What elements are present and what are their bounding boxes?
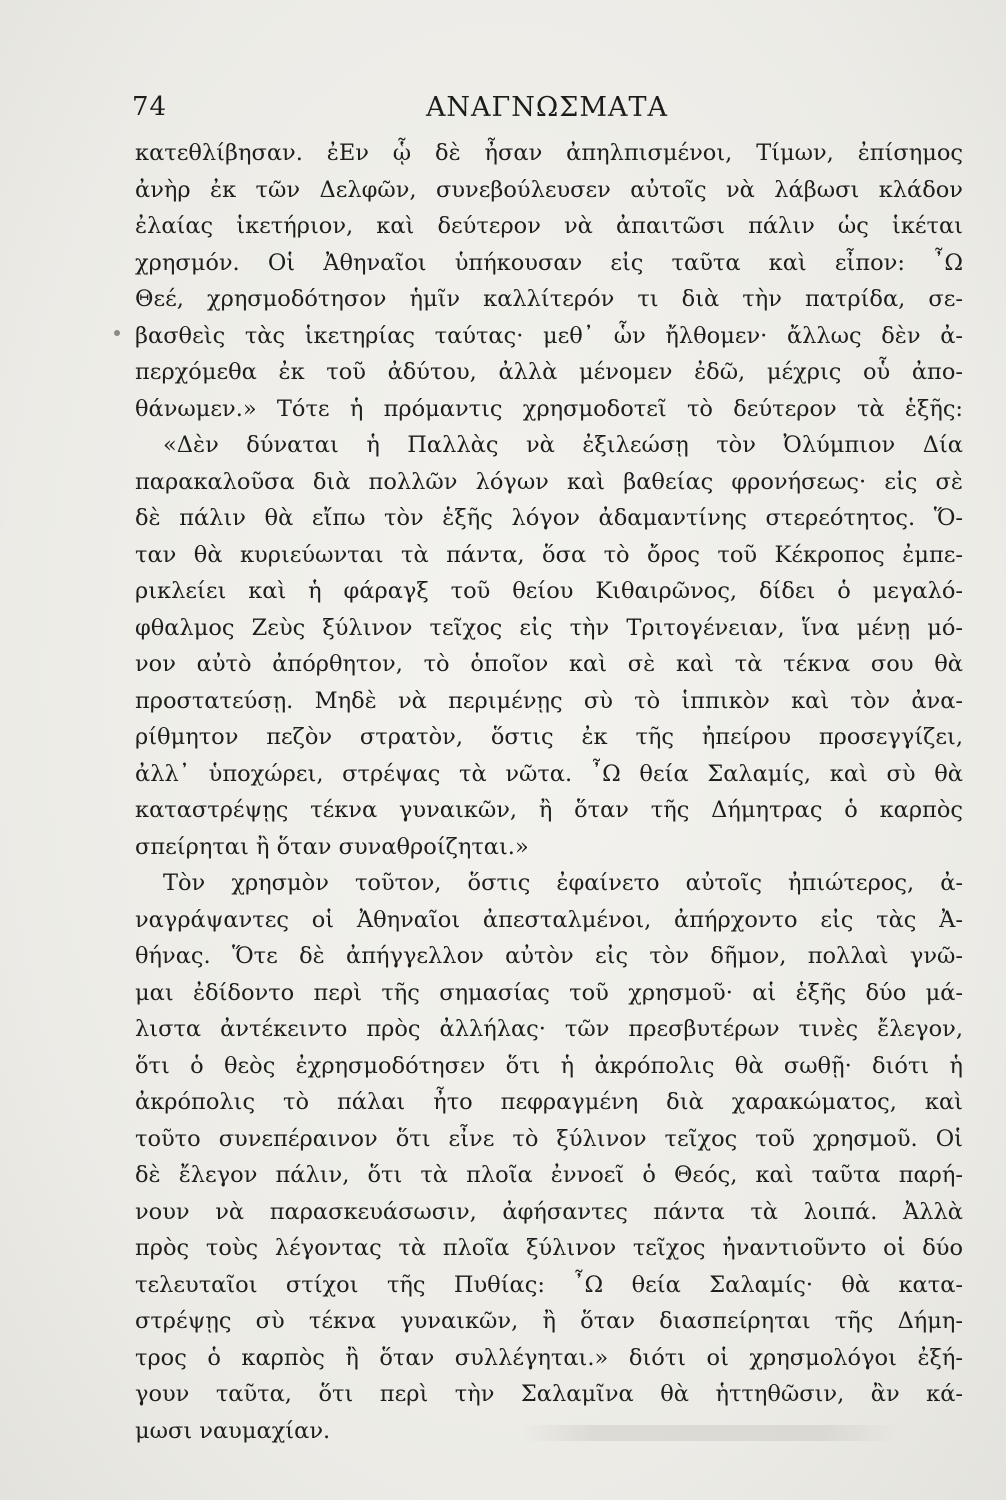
page-header [132,92,962,128]
text-line: ρικλείει καὶ ἡ φάραγξ τοῦ θείου Κιθαιρῶνος, δίδει ὁ μεγαλό- [135,578,963,604]
text-line: τελευταῖοι στίχοι τῆς Πυθίας: ῏Ω θεία Σαλαμίς· θὰ κατα- [135,1271,963,1298]
text-line: χρησμόν. Οἱ Ἀθηναῖοι ὑπήκουσαν εἰς ταῦτα καὶ εἶπον: ῏Ω [135,249,963,276]
text-line: δὲ πάλιν θὰ εἴπω τὸν ἑξῆς λόγον ἀδαμαντίνης στερεότητος. Ὅ- [135,505,963,531]
text-line: νον αὐτὸ ἀπόρθητον, τὸ ὁποῖον καὶ σὲ καὶ τὰ τέκνα σου θὰ [135,651,963,677]
text-line: βασθεὶς τὰς ἱκετηρίας ταύτας· μεθ᾽ ὧν ἤλθομεν· ἄλλως δὲν ἀ- [135,322,963,349]
ink-speck [114,330,120,336]
text-line: ἀκρόπολις τὸ πάλαι ἦτο πεφραγμένη διὰ χαρακώματος, καὶ [135,1089,963,1115]
text-line: ὅτι ὁ θεὸς ἐχρησμοδότησεν ὅτι ἡ ἀκρόπολις θὰ σωθῇ· διότι ἡ [135,1052,963,1079]
page-number: 74 [132,92,168,122]
bleed-through-shadow [520,1425,900,1441]
text-line: νουν νὰ παρασκευάσωσιν, ἀφήσαντες πάντα τὰ λοιπά. Ἀλλὰ [135,1198,963,1225]
text-line: ἐλαίας ἱκετήριον, καὶ δεύτερον νὰ ἀπαιτῶσι πάλιν ὡς ἱκέται [135,213,963,239]
text-line: μαι ἐδίδοντο περὶ τῆς σημασίας τοῦ χρησμοῦ· αἱ ἑξῆς δύο μά- [135,979,963,1006]
text-line: τρος ὁ καρπὸς ἢ ὅταν συλλέγηται.» διότι οἱ χρησμολόγοι ἐξή- [135,1344,963,1371]
body-text [135,135,963,1449]
text-line: σπείρηται ἢ ὅταν συναθροίζηται.» [135,833,529,860]
text-line: Τὸν χρησμὸν τοῦτον, ὅστις ἐφαίνετο αὐτοῖς ἠπιώτερος, ἀ- [163,870,963,896]
text-line: «Δὲν δύναται ἡ Παλλὰς νὰ ἐξιλεώσῃ τὸν Ὀλύμπιον Δία [163,432,963,458]
text-line: ρίθμητον πεζὸν στρατὸν, ὅστις ἐκ τῆς ἠπείρου προσεγγίζει, [135,724,963,750]
text-line: φθαλμος Ζεὺς ξύλινον τεῖχος εἰς τὴν Τριτογένειαν, ἵνα μένῃ μό- [135,614,963,641]
text-line: μωσι ναυμαχίαν. [135,1417,331,1444]
text-line: πρὸς τοὺς λέγοντας τὰ πλοῖα ξύλινον τεῖχος ἠναντιοῦντο οἱ δύο [135,1235,963,1261]
text-line: Θεέ, χρησμοδότησον ἡμῖν καλλίτερόν τι διὰ τὴν πατρίδα, σε- [135,286,963,312]
text-line: καταστρέψῃς τέκνα γυναικῶν, ἢ ὅταν τῆς Δήμητρας ὁ καρπὸς [135,797,963,823]
text-line: τοῦτο συνεπέραινον ὅτι εἶνε τὸ ξύλινον τεῖχος τοῦ χρησμοῦ. Οἱ [135,1125,963,1152]
text-line: θήνας. Ὅτε δὲ ἀπήγγελλον αὐτὸν εἰς τὸν δῆμον, πολλαὶ γνῶ- [135,943,963,969]
text-line: ἀνὴρ ἐκ τῶν Δελφῶν, συνεβούλευσεν αὐτοῖς νὰ λάβωσι κλάδον [135,176,963,203]
text-line: στρέψῃς σὺ τέκνα γυναικῶν, ἢ ὅταν διασπείρηται τῆς Δήμη- [135,1308,963,1334]
text-line: προστατεύσῃ. Μηδὲ νὰ περιμένῃς σὺ τὸ ἱππικὸν καὶ τὸν ἀνα- [135,687,963,714]
text-line: δὲ ἔλεγον πάλιν, ὅτι τὰ πλοῖα ἐννοεῖ ὁ Θεός, καὶ ταῦτα παρή- [135,1162,963,1188]
text-line: ταν θὰ κυριεύωνται τὰ πάντα, ὅσα τὸ ὄρος τοῦ Κέκροπος ἐμπε- [135,541,963,568]
text-line: ναγράψαντες οἱ Ἀθηναῖοι ἀπεσταλμένοι, ἀπήρχοντο εἰς τὰς Ἀ- [135,906,963,933]
text-line: περχόμεθα ἐκ τοῦ ἀδύτου, ἀλλὰ μένομεν ἐδῶ, μέχρις οὗ ἀπο- [135,359,963,385]
text-line: θάνωμεν.» Τότε ἡ πρόμαντις χρησμοδοτεῖ τὸ δεύτερον τὰ ἑξῆς: [135,395,963,422]
text-line: ἀλλ᾽ ὑποχώρει, στρέψας τὰ νῶτα. ῏Ω θεία Σαλαμίς, καὶ σὺ θὰ [135,760,963,787]
text-line: κατεθλίβησαν. ἐΕν ᾧ δὲ ἦσαν ἀπηλπισμένοι, Τίμων, ἐπίσημος [135,140,963,166]
text-line: λιστα ἀντέκειντο πρὸς ἀλλήλας· τῶν πρεσβυτέρων τινὲς ἔλεγον, [135,1016,963,1042]
running-head: ΑΝΑΓΝΩΣΜΑΤΑ [425,92,669,123]
text-line: παρακαλοῦσα διὰ πολλῶν λόγων καὶ βαθείας φρονήσεως· εἰς σὲ [135,468,963,495]
text-line: γουν ταῦτα, ὅτι περὶ τὴν Σαλαμῖνα θὰ ἡττηθῶσιν, ἂν κά- [135,1381,963,1407]
